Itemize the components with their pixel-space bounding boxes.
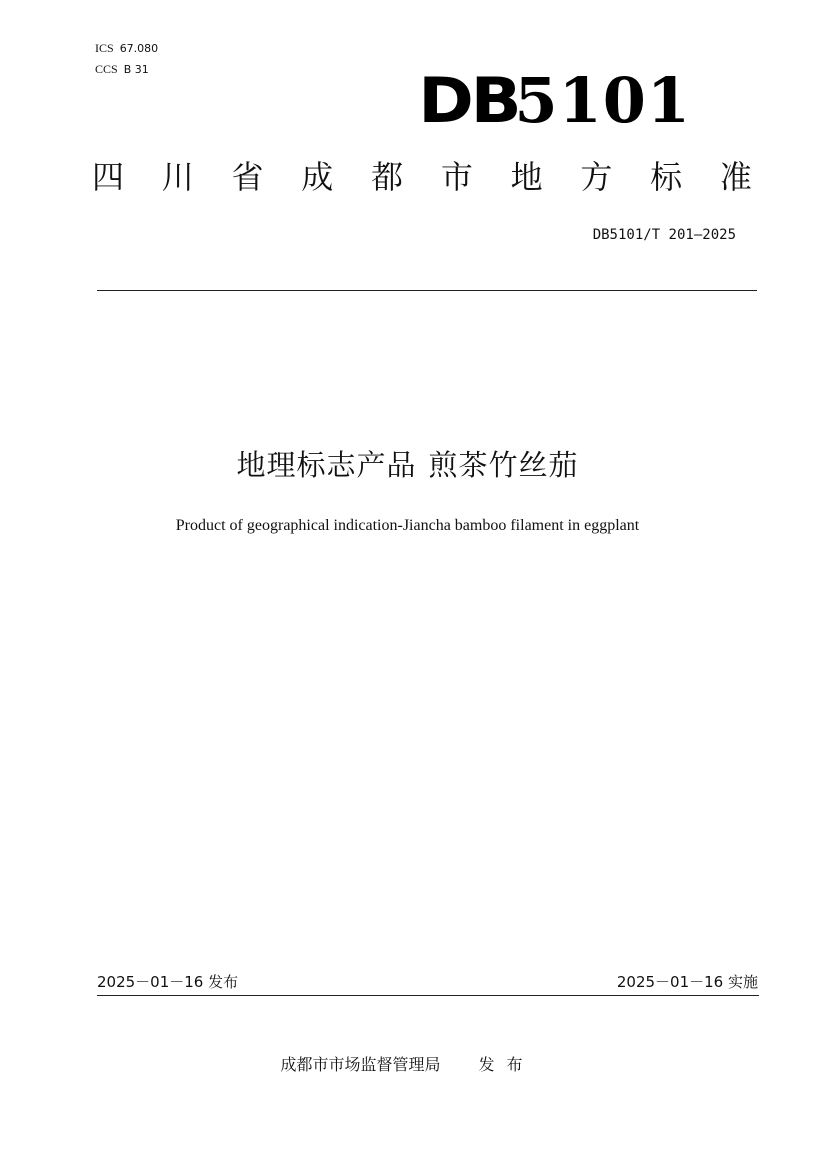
standard-type-char: 成: [301, 158, 334, 196]
header-divider: [97, 290, 757, 291]
ccs-value: B 31: [123, 63, 149, 76]
publisher-action: 发布: [478, 1055, 535, 1074]
standard-type-char: 地: [510, 158, 543, 196]
english-title: Product of geographical indication-Jiancha bamboo filament in eggplant: [175, 517, 640, 534]
ccs-label: CCS: [95, 62, 118, 76]
implementation-date: 2025－01－16 实施: [616, 973, 758, 991]
ics-value: 67.080: [119, 42, 159, 55]
standard-type-char: 省: [231, 158, 264, 196]
title-part-1: 地理标志产品: [236, 448, 417, 482]
standard-type-char: 方: [580, 158, 613, 196]
ics-code: [95, 40, 158, 57]
standard-type-char: 标: [650, 158, 683, 196]
ics-label: ICS: [95, 41, 114, 55]
standard-number: DB5101/T 201—2025: [592, 227, 736, 243]
standard-type-char: 市: [440, 158, 473, 196]
standard-type-char: 准: [719, 158, 752, 196]
publisher-name: 成都市市场监督管理局: [280, 1055, 441, 1074]
footer-divider: [97, 995, 759, 996]
standard-type-title: [92, 156, 752, 198]
ccs-code: [95, 61, 149, 78]
db-standard-mark: [417, 64, 691, 137]
standard-type-char: 都: [371, 158, 404, 196]
publisher-line: [0, 1054, 815, 1076]
standard-type-char: 四: [92, 158, 125, 196]
document-title: [0, 446, 815, 484]
db-mark-digits: 5101: [514, 64, 691, 137]
standard-type-char: 川: [161, 158, 194, 196]
title-part-2: 煎茶竹丝茄: [428, 448, 579, 482]
issue-date: 2025－01－16 发布: [97, 973, 239, 991]
db-mark-letters: DB: [417, 64, 519, 137]
